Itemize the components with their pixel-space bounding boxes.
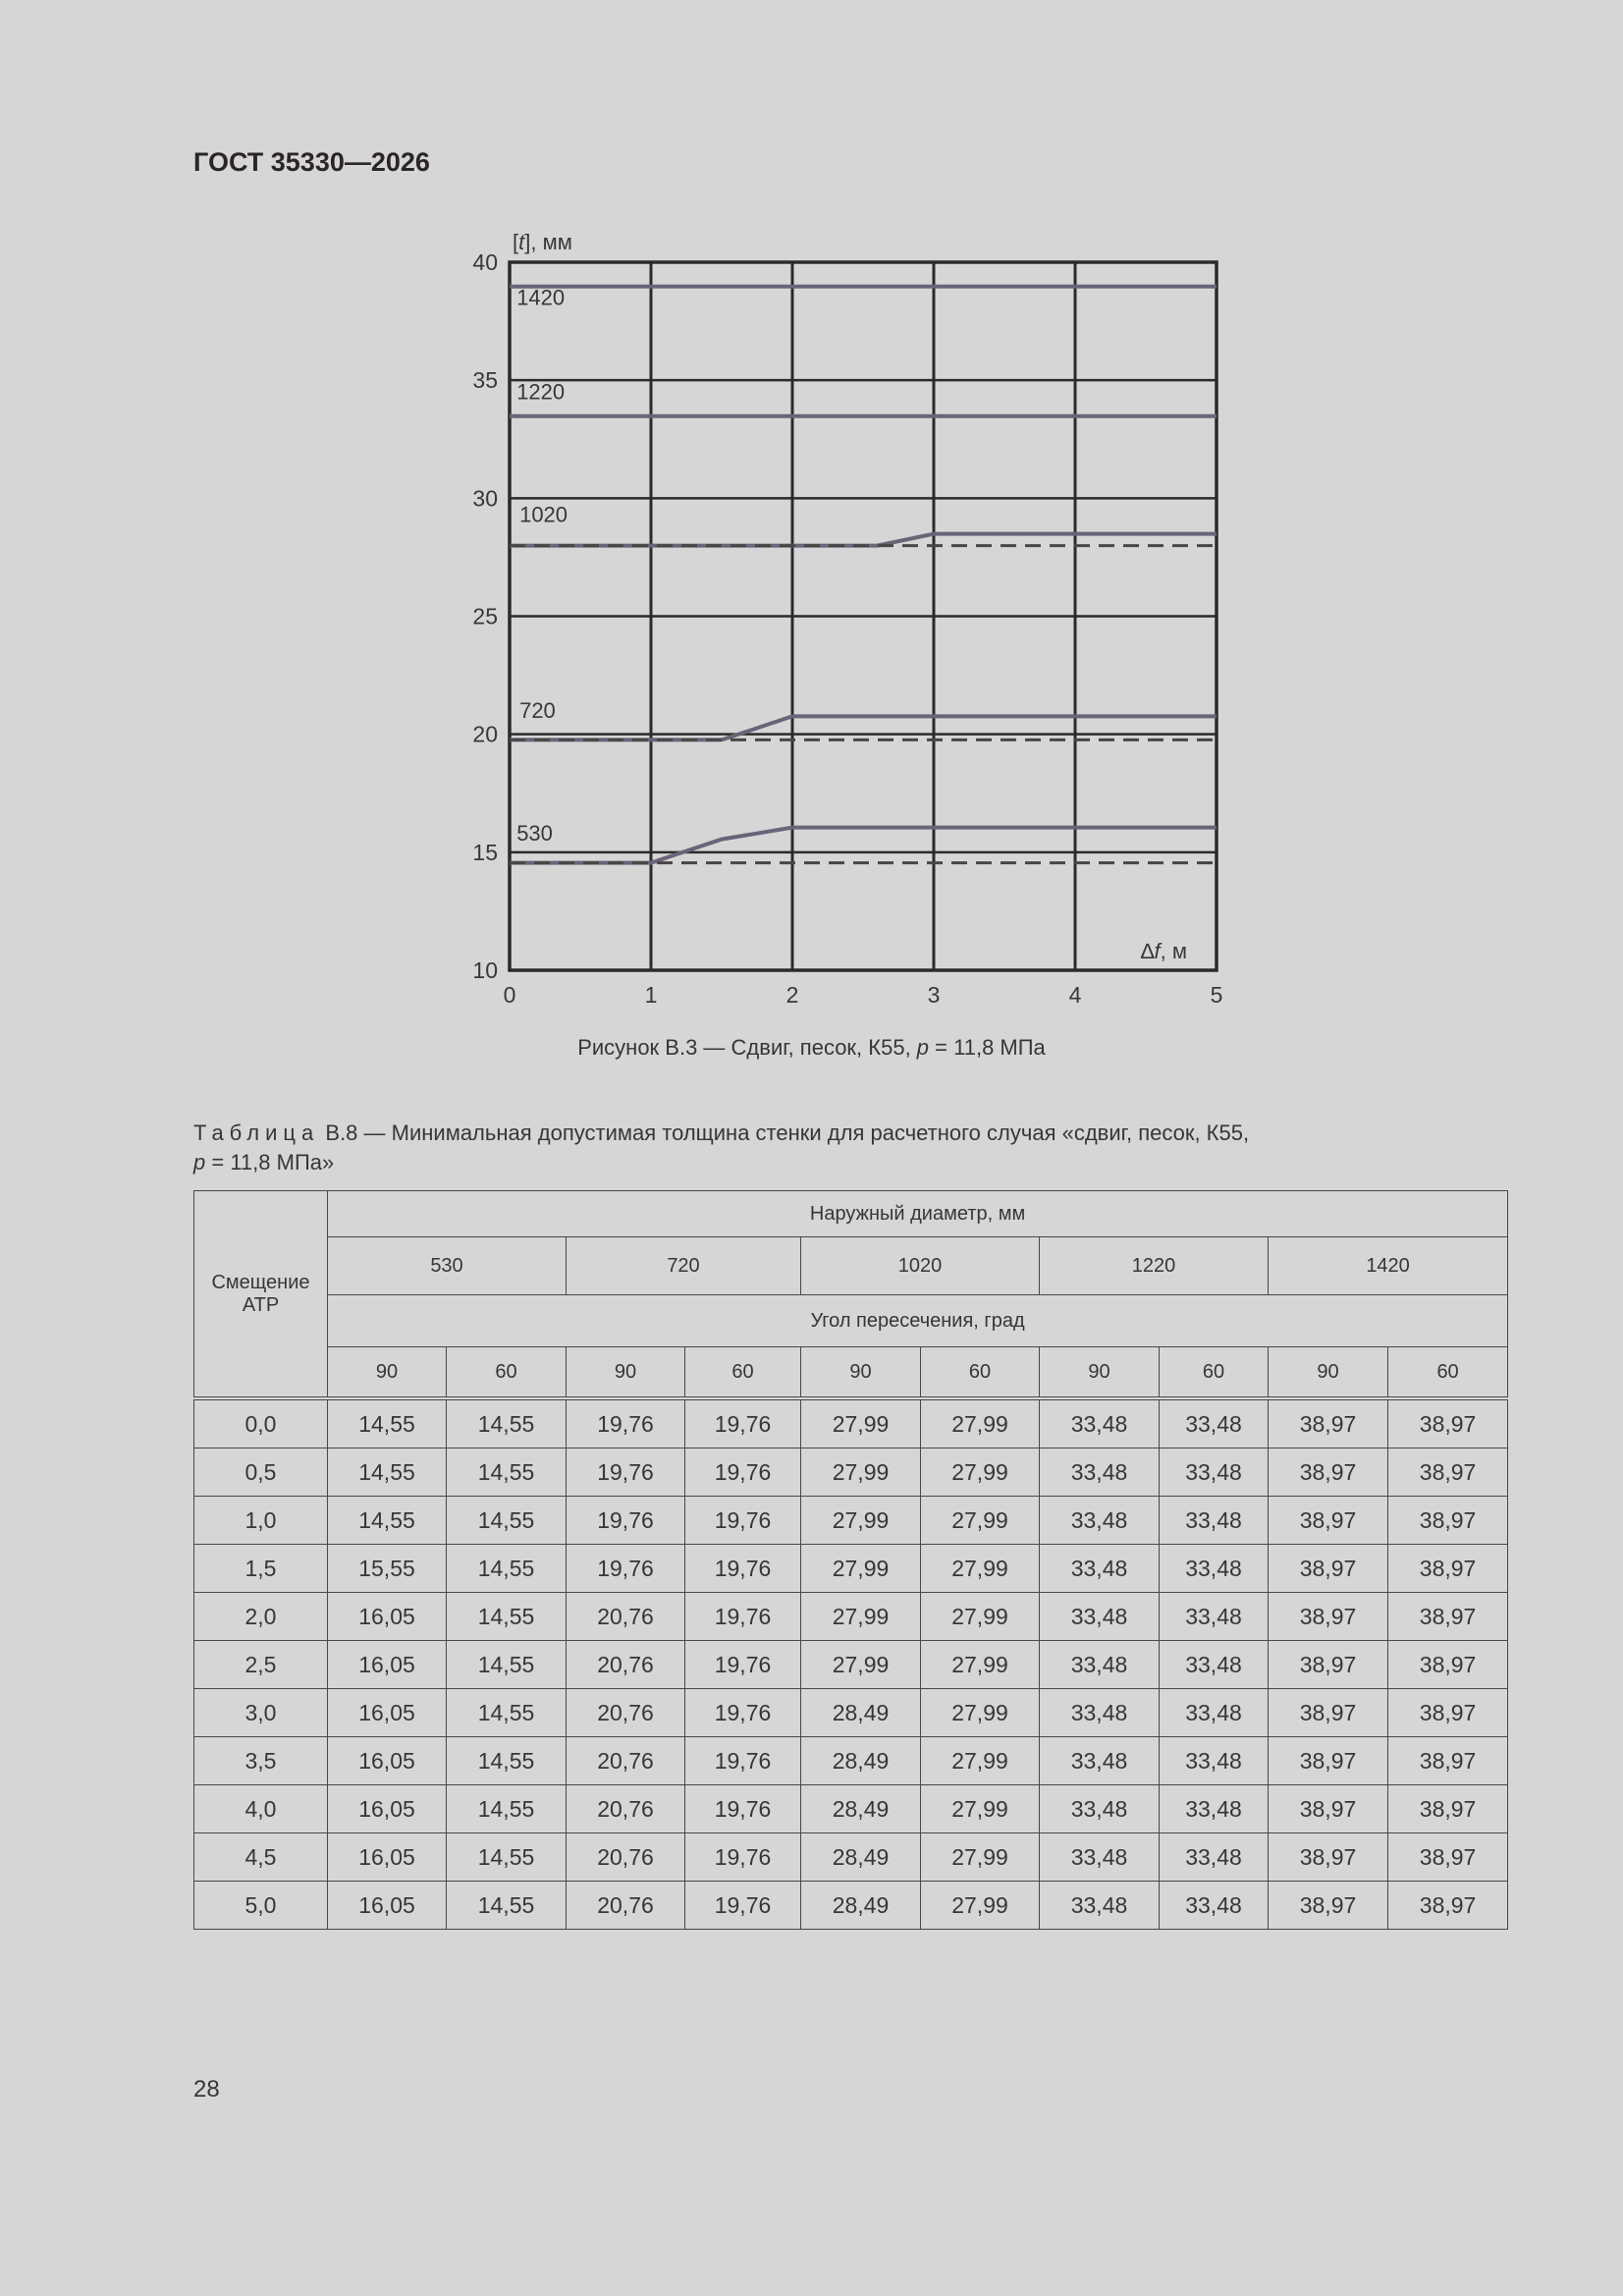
series-label: 1220 <box>516 379 566 405</box>
series-label: 1020 <box>519 502 568 527</box>
value-cell: 33,48 <box>1040 1449 1160 1497</box>
series-label: 530 <box>516 820 553 846</box>
value-cell: 28,49 <box>801 1833 921 1882</box>
value-cell: 16,05 <box>328 1785 447 1833</box>
value-cell: 33,48 <box>1040 1398 1160 1449</box>
value-cell: 33,48 <box>1160 1497 1269 1545</box>
table-row <box>194 1449 1508 1497</box>
y-tick-label: 20 <box>472 721 498 747</box>
value-cell: 14,55 <box>447 1785 567 1833</box>
table-row <box>194 1882 1508 1930</box>
table-row <box>194 1785 1508 1833</box>
value-cell: 33,48 <box>1040 1545 1160 1593</box>
value-cell: 38,97 <box>1269 1833 1388 1882</box>
value-cell: 19,76 <box>685 1882 801 1930</box>
value-cell: 27,99 <box>801 1593 921 1641</box>
value-cell: 27,99 <box>801 1641 921 1689</box>
value-cell: 19,76 <box>685 1545 801 1593</box>
table-row <box>194 1545 1508 1593</box>
value-cell: 38,97 <box>1269 1545 1388 1593</box>
table-caption: Таблица В.8 — Минимальная допустимая толщина стенки для расчетного случая «сдвиг, песок, К55, p = 11,8 МПа» <box>193 1121 1250 1175</box>
angle-cell: 90 <box>1040 1347 1160 1399</box>
value-cell: 33,48 <box>1040 1593 1160 1641</box>
value-cell: 38,97 <box>1388 1449 1508 1497</box>
value-cell: 20,76 <box>567 1882 685 1930</box>
value-cell: 16,05 <box>328 1737 447 1785</box>
value-cell: 27,99 <box>921 1737 1040 1785</box>
chart-labels <box>516 285 568 846</box>
value-cell: 28,49 <box>801 1882 921 1930</box>
angle-cell: 90 <box>801 1347 921 1399</box>
y-tick-label: 30 <box>472 485 498 512</box>
chart-series <box>510 287 1217 863</box>
document-header: ГОСТ 35330—2026 <box>193 147 430 177</box>
series-label: 720 <box>519 697 556 723</box>
value-cell: 28,49 <box>801 1737 921 1785</box>
value-cell: 27,99 <box>921 1882 1040 1930</box>
angle-cell: 60 <box>1160 1347 1269 1399</box>
value-cell: 38,97 <box>1269 1398 1388 1449</box>
x-tick-label: 1 <box>644 982 658 1008</box>
value-cell: 19,76 <box>567 1449 685 1497</box>
value-cell: 19,76 <box>685 1497 801 1545</box>
value-cell: 27,99 <box>801 1497 921 1545</box>
table-row <box>194 1497 1508 1545</box>
angle-cell: 90 <box>328 1347 447 1399</box>
value-cell: 14,55 <box>447 1593 567 1641</box>
value-cell: 38,97 <box>1388 1398 1508 1449</box>
value-cell: 19,76 <box>685 1737 801 1785</box>
value-cell: 33,48 <box>1160 1398 1269 1449</box>
value-cell: 20,76 <box>567 1785 685 1833</box>
offset-cell: 3,0 <box>194 1689 328 1737</box>
value-cell: 33,48 <box>1040 1641 1160 1689</box>
diameter-cell: 1420 <box>1269 1237 1508 1295</box>
x-tick-label: 0 <box>503 982 516 1008</box>
value-cell: 27,99 <box>921 1593 1040 1641</box>
value-cell: 19,76 <box>685 1833 801 1882</box>
value-cell: 33,48 <box>1040 1497 1160 1545</box>
value-cell: 27,99 <box>801 1545 921 1593</box>
angle-cell: 90 <box>567 1347 685 1399</box>
value-cell: 28,49 <box>801 1785 921 1833</box>
value-cell: 38,97 <box>1388 1593 1508 1641</box>
value-cell: 33,48 <box>1160 1593 1269 1641</box>
value-cell: 19,76 <box>567 1545 685 1593</box>
value-cell: 33,48 <box>1160 1785 1269 1833</box>
value-cell: 16,05 <box>328 1593 447 1641</box>
value-cell: 19,76 <box>685 1689 801 1737</box>
value-cell: 27,99 <box>801 1449 921 1497</box>
angle-cell: 60 <box>447 1347 567 1399</box>
angle-cell: 60 <box>921 1347 1040 1399</box>
y-tick-label: 15 <box>472 839 498 865</box>
value-cell: 27,99 <box>921 1785 1040 1833</box>
value-cell: 14,55 <box>328 1398 447 1449</box>
value-cell: 33,48 <box>1040 1833 1160 1882</box>
chart-ticks <box>472 249 1222 1008</box>
value-cell: 27,99 <box>801 1398 921 1449</box>
value-cell: 33,48 <box>1160 1737 1269 1785</box>
value-cell: 19,76 <box>685 1785 801 1833</box>
value-cell: 16,05 <box>328 1641 447 1689</box>
offset-cell: 1,0 <box>194 1497 328 1545</box>
diameter-cell: 720 <box>567 1237 801 1295</box>
table-row <box>194 1641 1508 1689</box>
value-cell: 16,05 <box>328 1689 447 1737</box>
value-cell: 38,97 <box>1388 1882 1508 1930</box>
value-cell: 14,55 <box>328 1497 447 1545</box>
diameter-cell: 1220 <box>1040 1237 1269 1295</box>
table-row <box>194 1398 1508 1449</box>
value-cell: 38,97 <box>1269 1497 1388 1545</box>
value-cell: 38,97 <box>1269 1689 1388 1737</box>
series-label: 1420 <box>516 285 566 310</box>
value-cell: 14,55 <box>447 1398 567 1449</box>
y-tick-label: 10 <box>472 957 498 983</box>
row-header: Смещение АТР <box>194 1191 328 1399</box>
diameter-cell: 530 <box>328 1237 567 1295</box>
table-caption-label: Таблица <box>193 1121 320 1145</box>
value-cell: 14,55 <box>447 1497 567 1545</box>
angle-cell: 60 <box>1388 1347 1508 1399</box>
value-cell: 38,97 <box>1388 1545 1508 1593</box>
figure-caption: Рисунок В.3 — Сдвиг, песок, К55, p = 11,8 МПа <box>577 1035 1046 1060</box>
x-tick-label: 2 <box>785 982 799 1008</box>
value-cell: 16,05 <box>328 1833 447 1882</box>
series-line-1020 <box>510 534 1217 546</box>
x-axis-label: ∆f, м <box>1141 939 1187 963</box>
value-cell: 14,55 <box>447 1737 567 1785</box>
value-cell: 27,99 <box>921 1689 1040 1737</box>
offset-cell: 2,5 <box>194 1641 328 1689</box>
value-cell: 38,97 <box>1388 1641 1508 1689</box>
diameter-cell: 1020 <box>801 1237 1040 1295</box>
value-cell: 33,48 <box>1160 1882 1269 1930</box>
value-cell: 15,55 <box>328 1545 447 1593</box>
thickness-table <box>193 1190 1508 1930</box>
diameter-header: Наружный диаметр, мм <box>328 1191 1508 1237</box>
x-tick-label: 3 <box>927 982 941 1008</box>
value-cell: 33,48 <box>1040 1689 1160 1737</box>
value-cell: 14,55 <box>328 1449 447 1497</box>
value-cell: 33,48 <box>1160 1641 1269 1689</box>
value-cell: 14,55 <box>447 1689 567 1737</box>
value-cell: 33,48 <box>1040 1737 1160 1785</box>
value-cell: 33,48 <box>1040 1785 1160 1833</box>
table-row <box>194 1689 1508 1737</box>
value-cell: 38,97 <box>1388 1785 1508 1833</box>
value-cell: 38,97 <box>1269 1737 1388 1785</box>
offset-cell: 3,5 <box>194 1737 328 1785</box>
value-cell: 38,97 <box>1269 1449 1388 1497</box>
angle-cell: 90 <box>1269 1347 1388 1399</box>
offset-cell: 4,0 <box>194 1785 328 1833</box>
series-line-720 <box>510 716 1217 739</box>
value-cell: 19,76 <box>685 1449 801 1497</box>
y-tick-label: 25 <box>472 603 498 629</box>
value-cell: 27,99 <box>921 1545 1040 1593</box>
table-row <box>194 1737 1508 1785</box>
offset-cell: 4,5 <box>194 1833 328 1882</box>
y-tick-label: 40 <box>472 249 498 275</box>
offset-cell: 5,0 <box>194 1882 328 1930</box>
offset-cell: 1,5 <box>194 1545 328 1593</box>
value-cell: 27,99 <box>921 1449 1040 1497</box>
value-cell: 27,99 <box>921 1398 1040 1449</box>
value-cell: 19,76 <box>567 1497 685 1545</box>
value-cell: 38,97 <box>1269 1882 1388 1930</box>
series-line-530 <box>510 828 1217 863</box>
value-cell: 27,99 <box>921 1641 1040 1689</box>
value-cell: 20,76 <box>567 1641 685 1689</box>
page-number: 28 <box>193 2076 220 2103</box>
value-cell: 19,76 <box>685 1641 801 1689</box>
value-cell: 20,76 <box>567 1689 685 1737</box>
value-cell: 27,99 <box>921 1497 1040 1545</box>
value-cell: 33,48 <box>1160 1689 1269 1737</box>
value-cell: 38,97 <box>1388 1497 1508 1545</box>
value-cell: 33,48 <box>1160 1545 1269 1593</box>
value-cell: 19,76 <box>685 1398 801 1449</box>
x-tick-label: 5 <box>1210 982 1223 1008</box>
value-cell: 38,97 <box>1269 1641 1388 1689</box>
value-cell: 14,55 <box>447 1545 567 1593</box>
value-cell: 19,76 <box>685 1593 801 1641</box>
value-cell: 14,55 <box>447 1641 567 1689</box>
wall-thickness-chart <box>432 216 1257 1031</box>
value-cell: 20,76 <box>567 1593 685 1641</box>
y-axis-label: [t], мм <box>513 230 572 254</box>
angle-header: Угол пересечения, град <box>328 1295 1508 1347</box>
value-cell: 33,48 <box>1160 1449 1269 1497</box>
value-cell: 38,97 <box>1269 1593 1388 1641</box>
value-cell: 38,97 <box>1388 1689 1508 1737</box>
offset-cell: 0,0 <box>194 1398 328 1449</box>
value-cell: 33,48 <box>1160 1833 1269 1882</box>
value-cell: 38,97 <box>1388 1833 1508 1882</box>
x-tick-label: 4 <box>1068 982 1082 1008</box>
value-cell: 19,76 <box>567 1398 685 1449</box>
value-cell: 38,97 <box>1388 1737 1508 1785</box>
value-cell: 38,97 <box>1269 1785 1388 1833</box>
value-cell: 33,48 <box>1040 1882 1160 1930</box>
value-cell: 14,55 <box>447 1882 567 1930</box>
value-cell: 27,99 <box>921 1833 1040 1882</box>
offset-cell: 2,0 <box>194 1593 328 1641</box>
value-cell: 14,55 <box>447 1833 567 1882</box>
table-row <box>194 1593 1508 1641</box>
value-cell: 14,55 <box>447 1449 567 1497</box>
value-cell: 20,76 <box>567 1833 685 1882</box>
value-cell: 28,49 <box>801 1689 921 1737</box>
value-cell: 20,76 <box>567 1737 685 1785</box>
offset-cell: 0,5 <box>194 1449 328 1497</box>
angle-cell: 60 <box>685 1347 801 1399</box>
y-tick-label: 35 <box>472 367 498 394</box>
value-cell: 16,05 <box>328 1882 447 1930</box>
table-row <box>194 1833 1508 1882</box>
